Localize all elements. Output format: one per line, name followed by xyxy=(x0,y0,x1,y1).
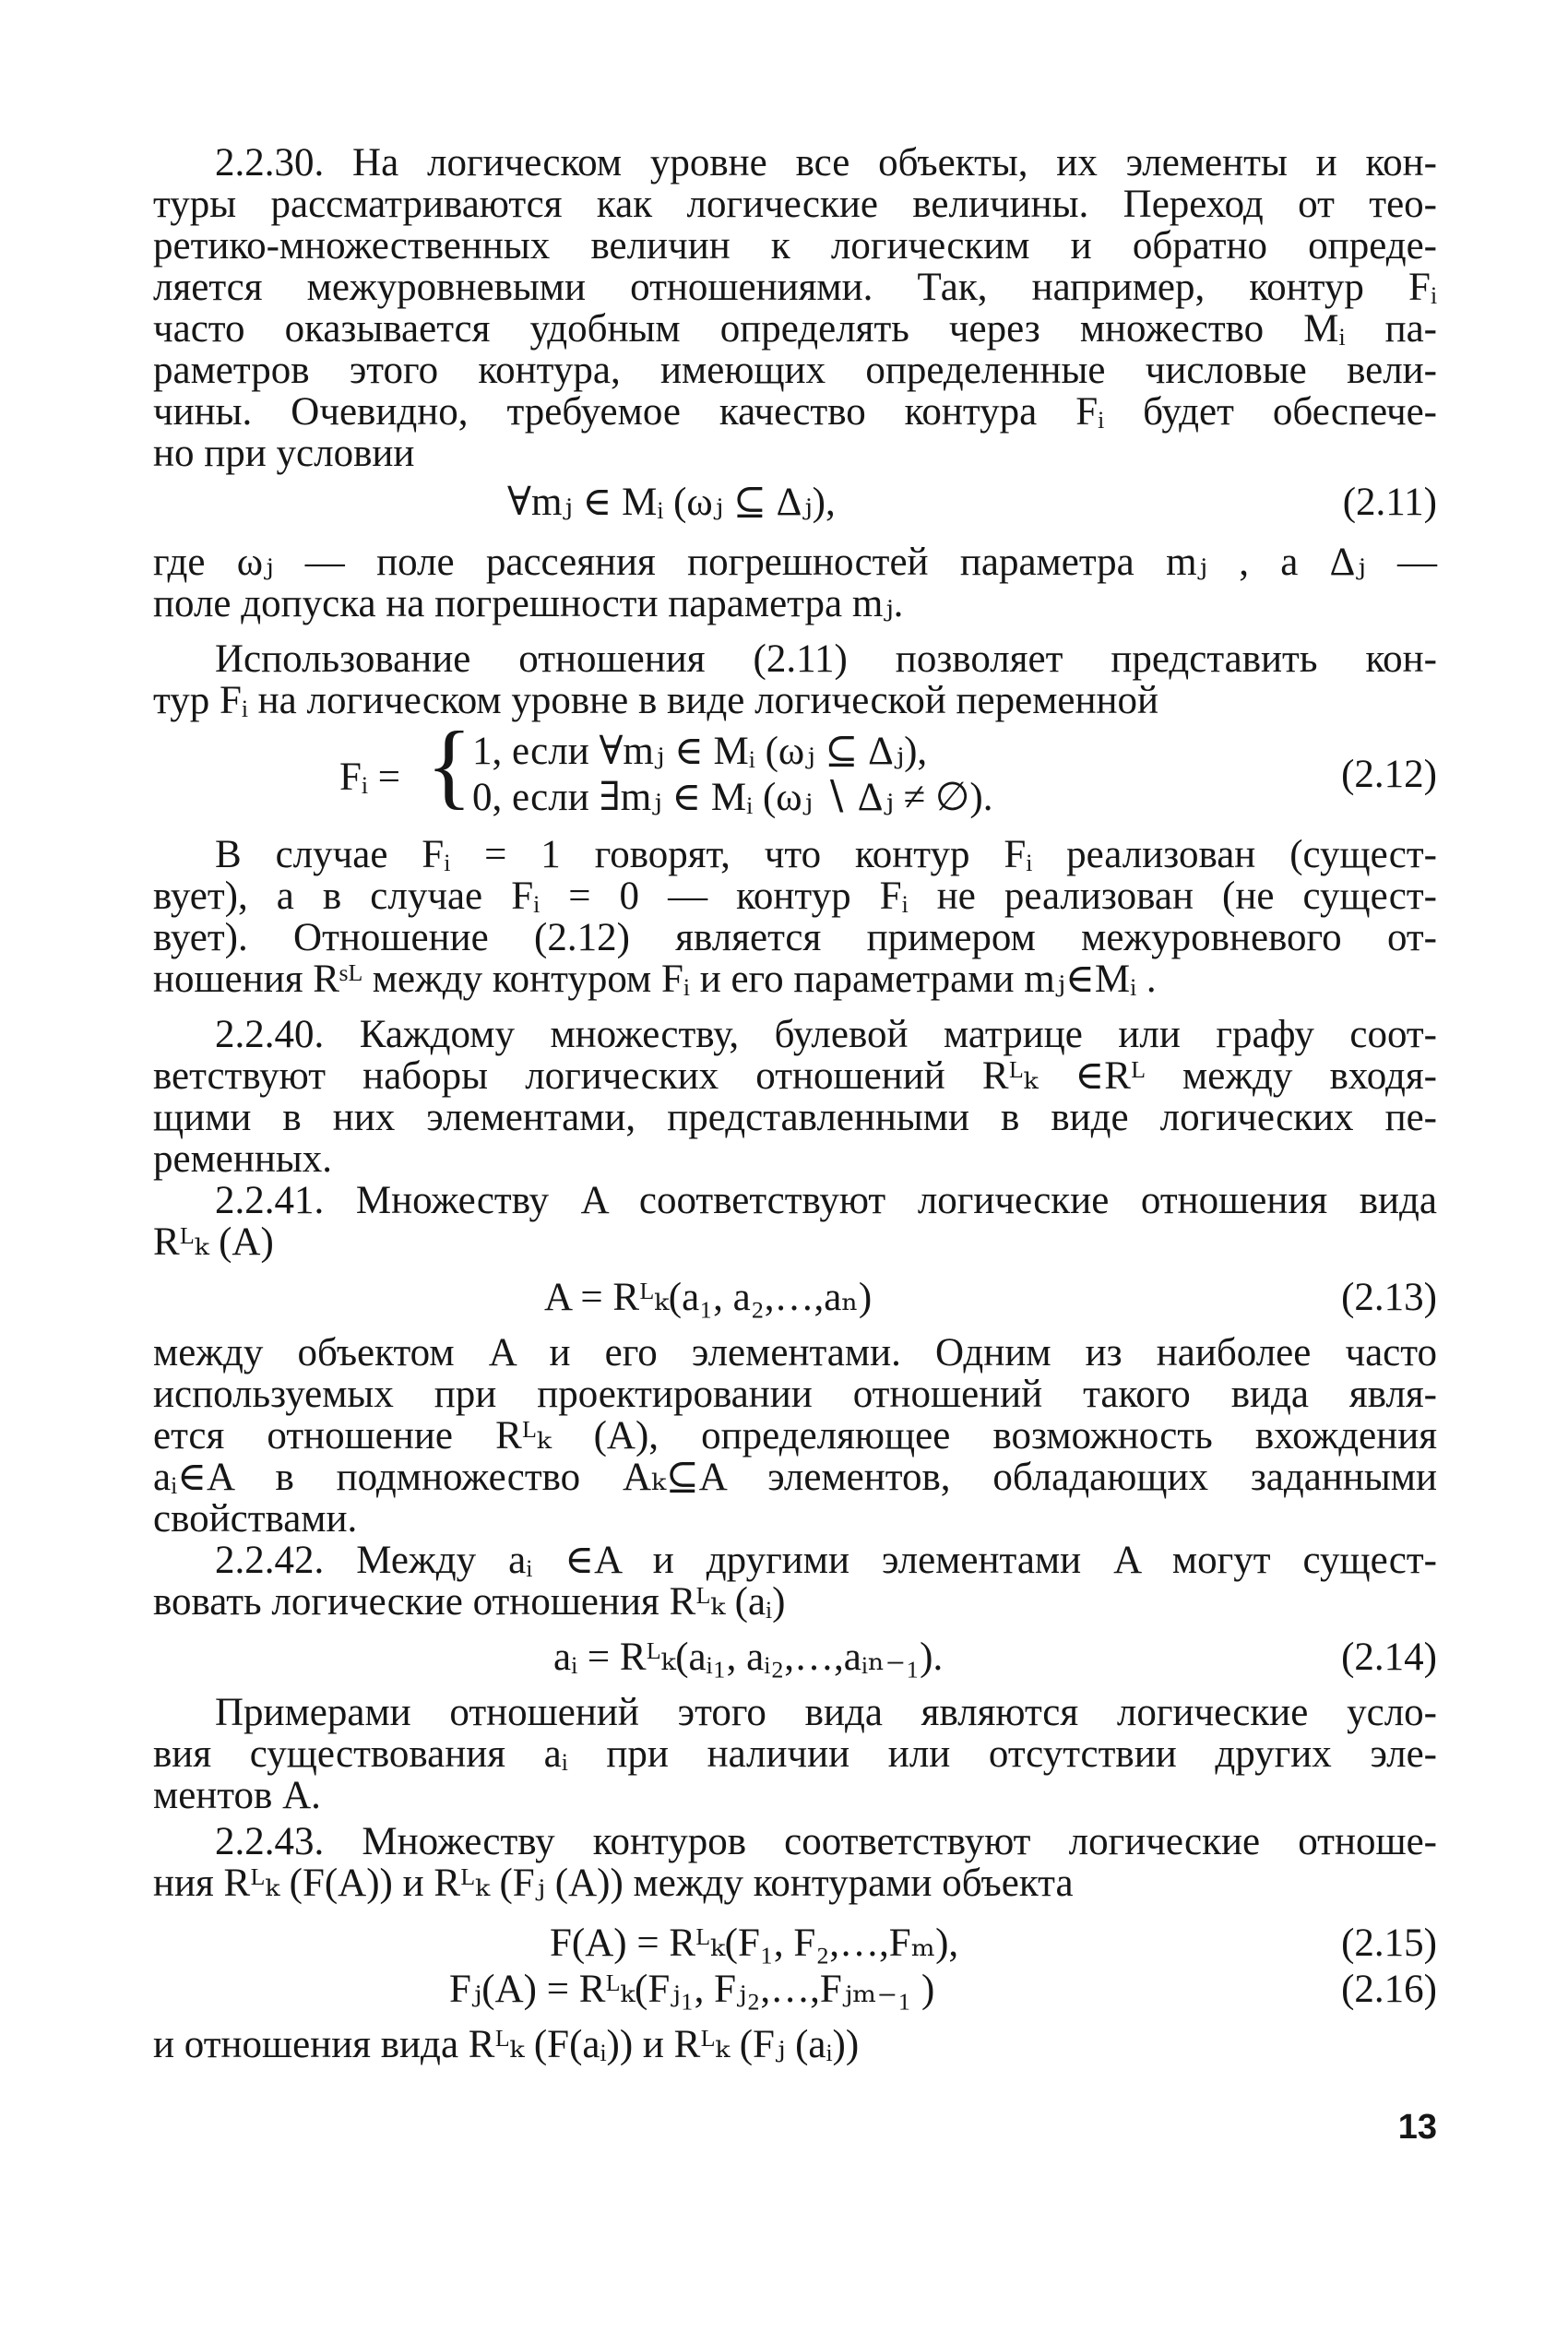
text-line: aᵢ∈A в подмножество Aₖ⊆A элементов, обладающих заданными xyxy=(153,1456,1437,1499)
page-number: 13 xyxy=(1397,2108,1437,2147)
text-line: 2.2.40. Каждому множеству, булевой матрице или графу соот- xyxy=(215,1013,1437,1056)
text-line: Использование отношения (2.11) позволяет представить кон- xyxy=(215,637,1437,681)
equation: A = Rᴸₖ(a₁, a₂,…,aₙ) xyxy=(544,1276,873,1319)
text-line: Примерами отношений этого вида являются логические усло- xyxy=(215,1691,1437,1734)
text-line: используемых при проектировании отношений такого вида явля- xyxy=(153,1373,1437,1416)
text-line: ляется межуровневыми отношениями. Так, например, контур Fᵢ xyxy=(153,266,1437,309)
text-line: вия существования aᵢ при наличии или отсутствии других эле- xyxy=(153,1732,1437,1776)
text-line: и отношения вида Rᴸₖ (F(aᵢ)) и Rᴸₖ (Fⱼ (aᵢ)) xyxy=(153,2023,860,2066)
equation: aᵢ = Rᴸₖ(aᵢ₁, aᵢ₂,…,aᵢₙ₋₁). xyxy=(553,1636,944,1679)
equation-2-12-case2: 0, если ∃mⱼ ∈ Mᵢ (ωⱼ ∖ Δⱼ ≠ ∅). xyxy=(472,776,993,819)
text-line: вует), а в случае Fᵢ = 0 — контур Fᵢ не реализован (не сущест- xyxy=(153,874,1437,918)
text-line: тур Fᵢ на логическом уровне в виде логической переменной xyxy=(153,679,1159,722)
text-line: раметров этого контура, имеющих определенные числовые вели- xyxy=(153,349,1437,392)
equation: F(A) = Rᴸₖ(F₁, F₂,…,Fₘ), xyxy=(550,1922,959,1965)
text-line: 2.2.41. Множеству A соответствуют логические отношения вида xyxy=(215,1179,1437,1222)
text-line: чины. Очевидно, требуемое качество контура Fᵢ будет обеспече- xyxy=(153,390,1437,434)
text-line: В случае Fᵢ = 1 говорят, что контур Fᵢ реализован (сущест- xyxy=(215,833,1437,876)
text-line: 2.2.42. Между aᵢ ∈A и другими элементами A могут сущест- xyxy=(215,1539,1437,1582)
equation-number: (2.15) xyxy=(1341,1922,1437,1965)
text-line: ретико-множественных величин к логическим и обратно опреде- xyxy=(153,224,1437,268)
text-line: между объектом A и его элементами. Одним из наиболее часто xyxy=(153,1331,1437,1374)
text-line: вовать логические отношения Rᴸₖ (aᵢ) xyxy=(153,1580,786,1624)
text-line: часто оказывается удобным определять через множество Mᵢ па- xyxy=(153,307,1437,351)
text-line: ношения Rˢᴸ между контуром Fᵢ и его параметрами mⱼ∈Mᵢ . xyxy=(153,958,1157,1001)
equation-number: (2.14) xyxy=(1341,1636,1437,1679)
equation-2-12-lhs: Fᵢ = xyxy=(339,756,400,799)
equation-number: (2.12) xyxy=(1341,753,1437,796)
text-line: 2.2.30. На логическом уровне все объекты, их элементы и кон- xyxy=(215,141,1437,184)
equation-number: (2.16) xyxy=(1341,1968,1437,2011)
equation: ∀mⱼ ∈ Mᵢ (ωⱼ ⊆ Δⱼ), xyxy=(507,481,836,524)
text-line: Rᴸₖ (A) xyxy=(153,1220,274,1264)
equation-2-12-case1: 1, если ∀mⱼ ∈ Mᵢ (ωⱼ ⊆ Δⱼ), xyxy=(472,730,928,773)
text-line: ременных. xyxy=(153,1137,333,1181)
equation-number: (2.11) xyxy=(1342,481,1437,524)
equation: Fⱼ(A) = Rᴸₖ(Fⱼ₁, Fⱼ₂,…,Fⱼₘ₋₁ ) xyxy=(449,1968,935,2011)
text-line: поле допуска на погрешности параметра mⱼ. xyxy=(153,582,904,625)
text-line: где ωⱼ — поле рассеяния погрешностей параметра mⱼ , а Δⱼ — xyxy=(153,541,1437,584)
equation-number: (2.13) xyxy=(1341,1276,1437,1319)
text-line: ветствуют наборы логических отношений Rᴸₖ ∈Rᴸ между входя- xyxy=(153,1054,1437,1098)
text-line: 2.2.43. Множеству контуров соответствуют логические отноше- xyxy=(215,1820,1437,1863)
text-line: туры рассматриваются как логические величины. Переход от тео- xyxy=(153,183,1437,226)
text-line: ментов A. xyxy=(153,1774,321,1817)
text-line: но при условии xyxy=(153,432,415,475)
text-line: вует). Отношение (2.12) является примером межуровневого от- xyxy=(153,916,1437,959)
text-line: ния Rᴸₖ (F(A)) и Rᴸₖ (Fⱼ (A)) между контурами объекта xyxy=(153,1862,1074,1905)
text-line: ется отношение Rᴸₖ (A), определяющее возможность вхождения xyxy=(153,1414,1437,1458)
left-brace: { xyxy=(426,712,472,818)
text-line: щими в них элементами, представленными в виде логических пе- xyxy=(153,1096,1437,1139)
text-line: свойствами. xyxy=(153,1497,358,1541)
